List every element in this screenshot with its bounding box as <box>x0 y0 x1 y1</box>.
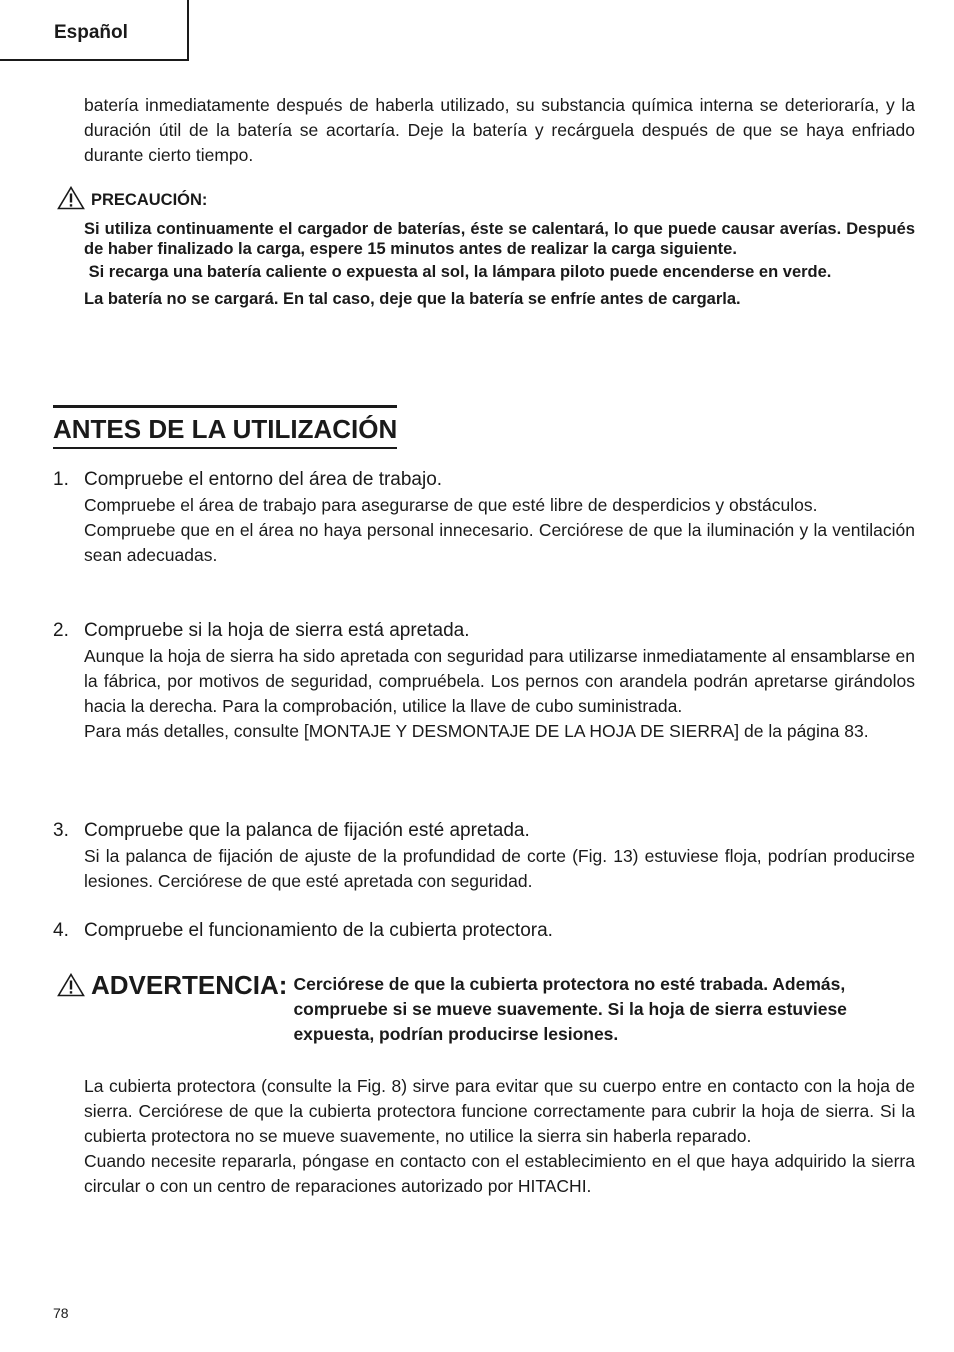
item-number: 4. <box>53 920 69 941</box>
intro-paragraph: batería inmediatamente después de haberla utilizado, su substancia química interna se deterioraría, y la duración útil de la batería se acortaría. Deje la batería y recárguela después de que se haya enfriado durante cierto tiempo. <box>84 95 915 165</box>
item-heading: Compruebe el entorno del área de trabajo. <box>84 469 443 490</box>
item-paragraph: Compruebe el área de trabajo para asegurarse de que esté libre de desperdicios y obstáculos. <box>84 495 818 515</box>
list-item <box>53 618 915 744</box>
warning-triangle-icon <box>57 186 85 210</box>
warning-label: ADVERTENCIA: <box>91 970 288 1000</box>
closing-paragraph: La cubierta protectora (consulte la Fig. 8) sirve para evitar que su cuerpo entre en contacto con la hoja de sierra. Cerciórese de que la cubierta protectora funcione correctamente para cubrir la hoja de sierra. Si la cubierta protectora no se mueve suavemente, no utilice la sierra sin haberla reparado. <box>84 1076 915 1146</box>
caution-block <box>53 186 915 309</box>
section-header <box>53 405 915 449</box>
page-number: 78 <box>53 1305 69 1321</box>
item-heading: Compruebe el funcionamiento de la cubierta protectora. <box>84 920 553 941</box>
item-number: 1. <box>53 469 69 490</box>
item-heading: Compruebe si la hoja de sierra está apretada. <box>84 620 470 641</box>
warning-block <box>53 970 915 1047</box>
list-item <box>53 467 915 568</box>
caution-paragraph: La batería no se cargará. En tal caso, deje que la batería se enfríe antes de cargarla. <box>84 290 741 308</box>
item-number: 2. <box>53 620 69 641</box>
item-paragraph: Para más detalles, consulte [MONTAJE Y DESMONTAJE DE LA HOJA DE SIERRA] de la página 83. <box>84 721 869 741</box>
caution-paragraph: Si utiliza continuamente el cargador de baterías, éste se calentará, lo que puede causar averías. Después de haber finalizado la carga, espere 15 minutos antes de realizar la carga siguiente. <box>84 220 915 258</box>
intro-block <box>53 93 915 168</box>
language-tab <box>0 0 189 61</box>
item-number: 3. <box>53 820 69 841</box>
language-label: Español <box>54 22 128 43</box>
item-heading: Compruebe que la palanca de fijación esté apretada. <box>84 820 530 841</box>
item-paragraph: Compruebe que en el área no haya personal innecesario. Cerciórese de que la iluminación y la ventilación sean adecuadas. <box>84 520 915 565</box>
closing-paragraph: Cuando necesite repararla, póngase en contacto con el establecimiento en el que haya adquirido la sierra circular o con un centro de reparaciones autorizado por HITACHI. <box>84 1151 915 1196</box>
caution-label: PRECAUCIÓN: <box>91 191 208 209</box>
list-item <box>53 918 915 944</box>
item-paragraph: Si la palanca de fijación de ajuste de la profundidad de corte (Fig. 13) estuviese floja, podrían producirse lesiones. Cerciórese de que esté apretada con seguridad. <box>84 846 915 891</box>
item-paragraph: Aunque la hoja de sierra ha sido apretada con seguridad para utilizarse inmediatamente al ensamblarse en la fábrica, por motivos de seguridad, compruébela. Los pernos con arandela podrán apretarse girándolos hacia la derecha. Para la comprobación, utilice la llave de cubo suministrada. <box>84 646 915 716</box>
closing-block <box>53 1074 915 1199</box>
section-title: ANTES DE LA UTILIZACIÓN <box>53 405 397 449</box>
list-item <box>53 818 915 894</box>
warning-line: compruebe si se mueve suavemente. Si la hoja de sierra estuviese <box>293 999 847 1019</box>
caution-paragraph: Si recarga una batería caliente o expuesta al sol, la lámpara piloto puede encenderse en verde. <box>84 263 832 281</box>
warning-triangle-icon <box>57 973 85 997</box>
warning-line: expuesta, podrían producirse lesiones. <box>293 1024 619 1044</box>
warning-line: Cerciórese de que la cubierta protectora no esté trabada. Además, <box>293 974 846 994</box>
